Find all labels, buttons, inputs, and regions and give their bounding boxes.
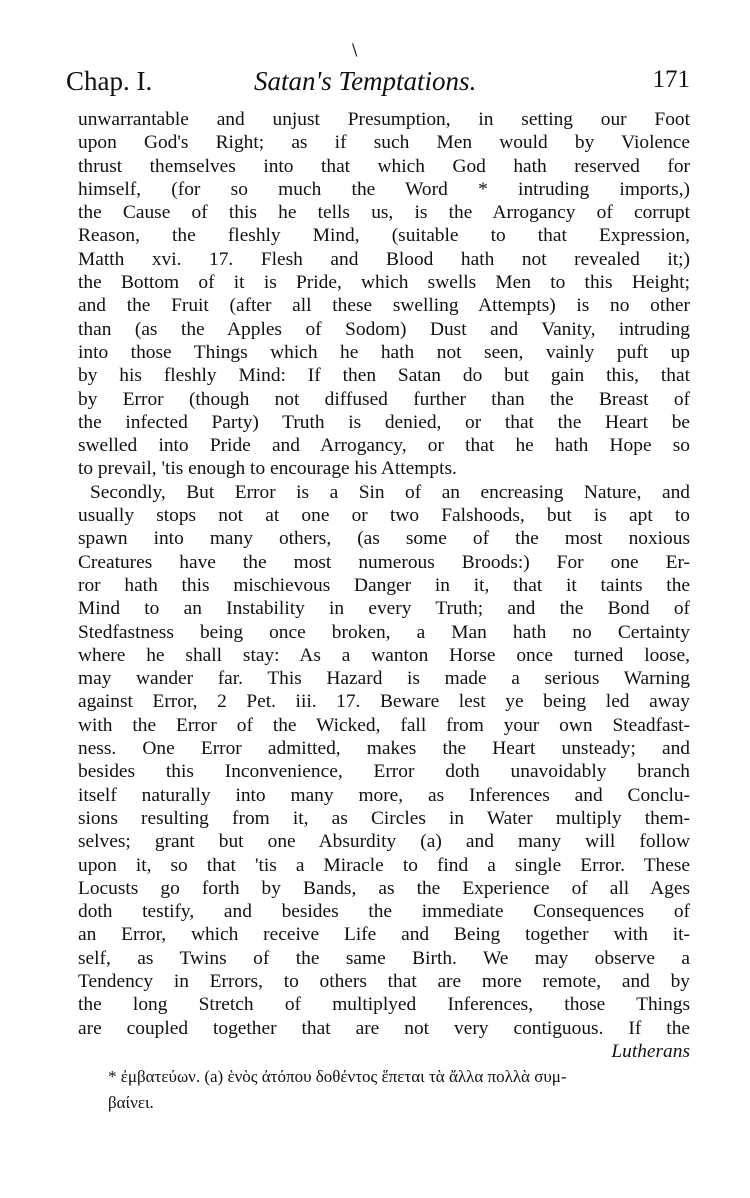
text-line: the Cause of this he tells us, is the Arrogancy of corrupt <box>78 202 690 224</box>
footnote-line: βαίνει. <box>108 1093 154 1112</box>
text-line: swelled into Pride and Arrogancy, or that he hath Hope so <box>78 435 690 457</box>
text-line: Stedfastness being once broken, a Man hath no Certainty <box>78 621 690 643</box>
text-line: and the Fruit (after all these swelling Attempts) is no other <box>78 295 690 317</box>
text-line: himself, (for so much the Word * intruding imports,) <box>78 178 690 200</box>
catchword: Lutherans <box>611 1040 690 1062</box>
text-line: spawn into many others, (as some of the most noxious <box>78 528 690 550</box>
text-line: the infected Party) Truth is denied, or that the Heart be <box>78 411 690 433</box>
footnote-line: * ἐμβατεύων. (a) ἑνὸς ἀτόπου δοθέντος ἕπεται τὰ ἄλλα πολλὰ συμ- <box>108 1067 567 1086</box>
footnote <box>108 1064 698 1116</box>
text-line: thrust themselves into that which God hath reserved for <box>78 155 690 177</box>
text-line: an Error, which receive Life and Being together with it- <box>78 924 690 946</box>
text-line: may wander far. This Hazard is made a serious Warning <box>78 668 690 690</box>
text-line: Matth xvi. 17. Flesh and Blood hath not revealed it;) <box>78 248 690 270</box>
text-line: than (as the Apples of Sodom) Dust and Vanity, intruding <box>78 318 690 340</box>
text-line: Mind to an Instability in every Truth; and the Bond of <box>78 598 690 620</box>
text-line: against Error, 2 Pet. iii. 17. Beware lest ye being led away <box>78 691 690 713</box>
chapter-label: Chap. I. <box>66 66 153 96</box>
top-mark: \ <box>352 40 358 59</box>
text-line: selves; grant but one Absurdity (a) and many will follow <box>78 831 690 853</box>
text-line: Locusts go forth by Bands, as the Experience of all Ages <box>78 877 690 899</box>
text-line: sions resulting from it, as Circles in Water multiply them- <box>78 807 690 829</box>
text-line: into those Things which he hath not seen, vainly puft up <box>78 341 690 363</box>
text-line: ness. One Error admitted, makes the Heart unsteady; and <box>78 738 690 760</box>
running-header <box>58 66 690 106</box>
text-line: with the Error of the Wicked, fall from your own Steadfast- <box>78 714 690 736</box>
text-line: Reason, the fleshly Mind, (suitable to that Expression, <box>78 225 690 247</box>
text-line: by his fleshly Mind: If then Satan do but gain this, that <box>78 365 690 387</box>
page-number: 171 <box>652 66 690 93</box>
text-line: ror hath this mischievous Danger in it, that it taints the <box>78 574 690 596</box>
text-line: itself naturally into many more, as Inferences and Conclu- <box>78 784 690 806</box>
text-line: Creatures have the most numerous Broods:) For one Er- <box>78 551 690 573</box>
text-line: where he shall stay: As a wanton Horse once turned loose, <box>78 644 690 666</box>
text-line: are coupled together that are not very contiguous. If the <box>78 1017 690 1039</box>
text-line: usually stops not at one or two Falshoods, but is apt to <box>78 505 690 527</box>
text-line: Secondly, But Error is a Sin of an encreasing Nature, and <box>90 481 690 503</box>
text-line: the Bottom of it is Pride, which swells Men to this Height; <box>78 272 690 294</box>
text-line: doth testify, and besides the immediate Consequences of <box>78 901 690 923</box>
text-line: self, as Twins of the same Birth. We may observe a <box>78 947 690 969</box>
text-line: unwarrantable and unjust Presumption, in setting our Foot <box>78 109 690 130</box>
text-line: besides this Inconvenience, Error doth unavoidably branch <box>78 761 690 783</box>
body-text <box>78 108 690 1063</box>
text-line: by Error (though not diffused further than the Breast of <box>78 388 690 410</box>
text-line: Tendency in Errors, to others that are more remote, and by <box>78 970 690 992</box>
text-line: upon God's Right; as if such Men would by Violence <box>78 132 690 154</box>
text-line: upon it, so that 'tis a Miracle to find a single Error. These <box>78 854 690 876</box>
running-title: Satan's Temptations. <box>254 66 477 96</box>
text-line: the long Stretch of multiplyed Inferences, those Things <box>78 994 690 1016</box>
text-line: to prevail, 'tis enough to encourage his Attempts. <box>78 458 457 480</box>
